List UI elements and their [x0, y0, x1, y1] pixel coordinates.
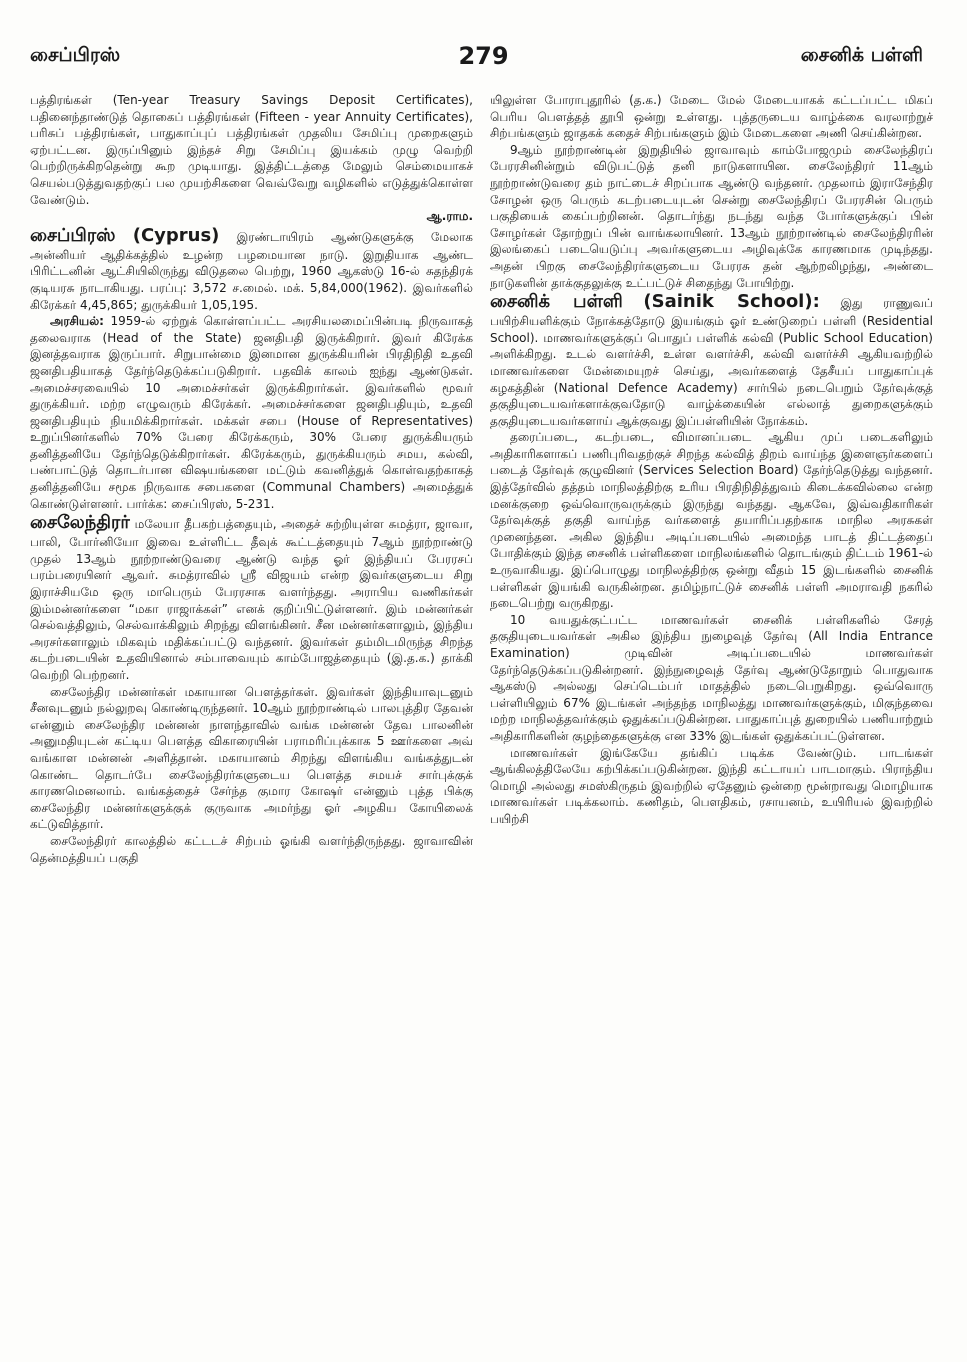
sainik-entry-title-en: (Sainik School): [643, 291, 820, 313]
sainik-p3: 10 வயதுக்குட்பட்ட மாணவர்கள் சைனிக் பள்ளிகளில் சேரத் தகுதியுடையவர்கள் அகில இந்திய நுழைவுத் தேர்வு (All India Entrance Examination) முடிவின் அடிப்படையில் மாணவர்கள் தேர்ந்தெடுக்கப்படுகின்றனர். இந்நுழைவுத் தேர்வு ஆண்டுதோறும் பொதுவாக ஆகஸ்டு அல்லது செப்டெம்பர் மாதத்தில் நடைபெறுகிறது. ஒவ்வொரு பள்ளியிலும் 67% இடங்கள் அந்தந்த மாநிலத்து மாணவர்களுக்கும், மிகுந்தவை மற்ற மாநிலத்தவர்க்கும் ஒதுக்கப்படுகின்றன. பாதுகாப்புத் துறையில் பணியாற்றும் அதிகாரிகளின் குழந்தைகளுக்கு என 33% இடங்கள் ஒதுக்கப்பட்டுள்ளன. [490, 612, 933, 743]
sainik-p1: இது ராணுவப் பயிற்சியளிக்கும் நோக்கத்தோடு இயங்கும் ஓர் உண்டுறைப் பள்ளி (Residential School). மாணவர்களுக்குப் பொதுப் பள்ளிக் கல்வி (Public School Education) அளிக்கிறது. உடல் வளர்ச்சி, உள்ள வளர்ச்சி, கல்வி வளர்ச்சி ஆகியவற்றில் மாணவர்களை மேன்மையுறச் செய்து, அவர்களைத் தேசீயப் பாதுகாப்புக் கழகத்தின் (National Defence Academy) சார்பில் நடைபெறும் தேர்வுக்குத் தகுதியுடையவர்களாக்குவதோடு வாழ்க்கையின் எல்லாத் துறைகளுக்கும் தகுதியுடையவர்களாய் ஆக்குவது இப்பள்ளியின் நோக்கம். [490, 296, 933, 428]
left-column [30, 92, 473, 1354]
intro-paragraph [30, 92, 473, 225]
page-number: 279 [458, 42, 509, 70]
sainik-p4: மாணவர்கள் இங்கேயே தங்கிப் படிக்க வேண்டும். பாடங்கள் ஆங்கிலத்திலேயே கற்பிக்கப்படுகின்றன. இந்தி கட்டாயப் பாடமாகும். பிராந்திய மொழி அல்லது சமஸ்கிருதம் இவற்றில் ஏதேனும் ஒன்றை மூன்றாவது மொழியாக மாணவர்கள் படிக்கலாம். கணிதம், பௌதிகம், ரசாயனம், உயிரியல் இவற்றில் பயிற்சி [490, 745, 933, 826]
cyprus-entry-paragraph [30, 225, 473, 313]
cyprus-p2: 1959-ல் ஏற்றுக் கொள்ளப்பட்ட அரசியலமைப்பின்படி நிருவாகத் தலைவராக (Head of the State) ஜனதிபதி இருக்கிறார். இவர் கிரேக்க இனத்தவராக இருப்பார். சிறுபான்மை இனமான துருக்கியரின் பிரதிநிதி உதவி ஜனதிபதியாகத் தேர்ந்தெடுக்கப்படுகிறார். பதவிக் காலம் ஐந்து ஆண்டுகள். அமைச்சரவையில் 10 அமைச்சர்கள் இருக்கிறார்கள். இவர்களில் மூவர் துருக்கியர். மற்ற எழுவரும் கிரேக்கர். அமைச்சர்களை ஜனதிபதியும், உதவி ஜனதிபதியும் நியமிக்கிறார்கள். மக்கள் சபை (House of Representatives) உறுப்பினர்களில் 70% பேரை கிரேக்கரும், 30% பேரை துருக்கியரும் தனித்தனியே தேர்ந்தெடுக்கிறார்கள். கிரேக்கரும், துருக்கியரும் சமய, கல்வி, பண்பாட்டுத் தொடர்பான விஷயங்களை மட்டும் கவனித்துக் கொள்வதற்காகத் தனித்தனியே சமூக நிருவாக சபைகளை (Communal Chambers) அமைத்துக் கொண்டுள்ளனர். பார்க்க: சைப்பிரஸ், 5-231. [30, 314, 473, 511]
sailendra-p3: சைலேந்திரர் காலத்தில் கட்டடச் சிற்பம் ஓங்கி வளர்ந்திருந்தது. ஜாவாவின் தென்மத்தியப் பகுதி [30, 833, 473, 865]
sailendra-p1: மலேயா தீபகற்பத்தையும், அதைச் சுற்றியுள்ள சுமத்ரா, ஜாவா, பாலி, போர்னியோ இவை உள்ளிட்ட தீவுக் கூட்டத்தையும் 7ஆம் நூற்றாண்டு முதல் 13ஆம் நூற்றாண்டுவரை ஆண்டு வந்த ஓர் இந்தியப் பேரரசப் பரம்பரையினர் ஆவர். சுமத்ராவில் ஸ்ரீ விஜயம் என்ற இவர்களுடைய சிறு இராச்சியமே ஒரு மாபெரும் பேரரசாக வளர்ந்தது. அராபிய வணிகர்கள் இம்மன்னர்களை “மகா ராஜாக்கள்” எனக் குறிப்பிட்டுள்ளனர். இம் மன்னர்கள் செல்வத்திலும், செல்வாக்கிலும் சிறந்து விளங்கினர். சீன மன்னர்களாலும், இந்திய அரசர்களாலும் மிகவும் மதிக்கப்பட்டு வந்தனர். இவர்கள் தம்மிடமிருந்த சிறந்த கடற்படையின் உதவியினால் சம்பாவையும் காம்போஜத்தையும் (இ.த.க.) தாக்கி வெற்றி பெற்றனர். [30, 517, 473, 682]
cyprus-politics-paragraph [30, 313, 473, 512]
sailendra-p4: 9ஆம் நூற்றாண்டின் இறுதியில் ஜாவாவும் காம்போஜமும் சைலேந்திரப் பேரரசினின்றும் விடுபட்டுத் தனி நாடுகளாயின. சைலேந்திரர் 11ஆம் நூற்றாண்டுவரை தம் நாட்டைச் சிறப்பாக ஆண்டு வந்தனர். முதலாம் இராசேந்திர சோழன் ஒரு பெரும் கடற்படையுடன் சென்று சைலேந்திரப் பேரரசின் பெரும் பகுதியைக் கைப்பற்றினன். தொடர்ந்து நடந்து வந்த போர்களுக்குப் பின் சோழர்கள் தோற்றுப் பின் வாங்கலாயினர். 13ஆம் நூற்றாண்டில் சைலேந்திரரின் இலங்கைப் படையெடுப்பு அவர்களுடைய அழிவுக்கே காரணமாக முடிந்தது. அதன் பிறகு சைலேந்திரர்களுடைய பேரரசு தன் ஆற்றலிழந்து, அண்டை நாடுகளின் தாக்குதலுக்கு உட்பட்டுச் சிதைந்து போயிற்று. [490, 142, 933, 290]
intro-signature: ஆ.ராம. [426, 209, 473, 224]
sainik-entry-title: சைனிக் பள்ளி [490, 291, 623, 313]
sainik-p2: தரைப்படை, கடற்படை, விமானப்படை ஆகிய முப் படைகளிலும் அதிகாரிகளாகப் பணிபுரிவதற்குச் சிறந்த கல்வித் திறம் வாய்ந்த இளைஞர்களைப் படைத் தேர்வுக் குழுவினர் (Services Selection Board) தேர்ந்தெடுத்து வந்தனர். இத்தேர்வில் தத்தம் மாநிலத்திற்கு உரிய பிரதிநிதித்துவம் கிடைக்கவில்லை என்ற மனக்குறை ஒவ்வொருவருக்கும் இருந்து வந்தது. ஆகவே, இவ்வதிகாரிகள் தேர்வுக்குத் தகுதி வாய்ந்த வர்களைத் தயாரிப்பதற்காக மாநில அரசுகள் முனைந்தன. அகில இந்திய அடிப்படையில் அமைந்த பாடத் திட்டத்தைப் போதிக்கும் இந்த சைனிக் பள்ளிகளை மாநிலங்களில் தொடங்கும் திட்டம் 1961-ல் உருவாகியது. இப்பொழுது மாநிலத்திற்கு ஒன்று வீதம் 15 இடங்களில் சைனிக் பள்ளிகள் இயங்கி வருகின்றன. தமிழ்நாட்டுச் சைனிக் பள்ளி அமராவதி நகரில் நடைபெற்று வருகிறது. [490, 430, 933, 611]
sailendra-entry-title: சைலேந்திரர் [30, 512, 130, 534]
cyprus-entry-title: சைப்பிரஸ் [30, 224, 116, 246]
sainik-entry-paragraph [490, 291, 933, 429]
cyprus-p1: இரண்டாயிரம் ஆண்டுகளுக்கு மேலாக அன்னியர் ஆதிக்கத்தில் உழன்ற பழமையான நாடு. இறுதியாக ஆண்ட பிரிட்டனின் ஆட்சியிலிருந்து விடுதலை பெற்று, 1960 ஆகஸ்டு 16-ல் சுதந்திரக் குடியரசு நாடாகியது. பரப்பு: 3,572 ச.மைல். மக். 5,84,000(1962). இவர்களில் கிரேக்கர் 4,45,865; துருக்கியர் 1,05,195. [30, 229, 473, 312]
intro-text: பத்திரங்கள் (Ten-year Treasury Savings Deposit Certificates), பதினைந்தாண்டுத் தொகைப் பத்திரங்கள் (Fifteen - year Annuity Certificates), பரிசுப் பத்திரங்கள், பாதுகாப்புப் பத்திரங்கள் முதலிய சேமிப்பு முறைகளும் ஏற்பட்டன. இருப்பினும் இந்தச் சிறு சேமிப்பு இயக்கம் முழு வெற்றி பெற்றிருக்கிறதென்று கூற முடியாது. இத்திட்டத்தை மேலும் செம்மையாகச் செயல்படுத்துவதற்குப் பல முயற்சிகளை வெவ்வேறு வழிகளில் எடுத்துக்கொள்ள வேண்டும். [30, 93, 473, 207]
running-head-left: சைப்பிரஸ் [30, 44, 121, 66]
cyprus-entry-title-en: (Cyprus) [132, 224, 220, 246]
sailendra-p2: சைலேந்திர மன்னர்கள் மகாயான பௌத்தர்கள். இவர்கள் இந்தியாவுடனும் சீனவுடனும் நல்லுறவு கொண்டிருந்தனர். 10ஆம் நூற்றாண்டில் பாலபுத்திர தேவன் என்னும் சைலேந்திர மன்னன் நாளந்தாவில் வங்க மன்னன் தேவ பாலனின் அனுமதியுடன் கட்டிய பௌத்த விகாரையின் பராமரிப்புக்காக 5 ஊர்களை அவ் வங்காள மன்னன் அளித்தான். மகாயானம் சிறந்து விளங்கிய வங்கத்துடன் கொண்ட தொடர்பே சைலேந்திரர்களுடைய பௌத்த சமயச் சார்புக்குக் காரணமெனலாம். வங்கத்தைச் சேர்ந்த குமார கோஷர் என்னும் புத்த பிக்கு சைலேந்திர மன்னர்களுக்குக் குருவாக அமர்ந்து ஓர் அழகிய கோயிலைக் கட்டுவித்தார். [30, 684, 473, 832]
sailendra-entry-paragraph [30, 512, 473, 683]
cyprus-politics-label: அரசியல்: [50, 314, 104, 329]
right-column [490, 92, 933, 1354]
sailendra-continuation: யிலுள்ள போராபுதூரில் (த.க.) மேடை மேல் மேடையாகக் கட்டப்பட்ட மிகப் பெரிய பௌத்தத் தூபி ஒன்று உள்ளது. புத்தருடைய வாழ்க்கை வரலாற்றுச் சிற்பங்களும் ஜாதகக் கதைச் சிற்பங்களும் இம் மேடைகளை அணி செய்கின்றன. [490, 93, 933, 141]
running-head-right: சைனிக் பள்ளி [800, 44, 923, 66]
